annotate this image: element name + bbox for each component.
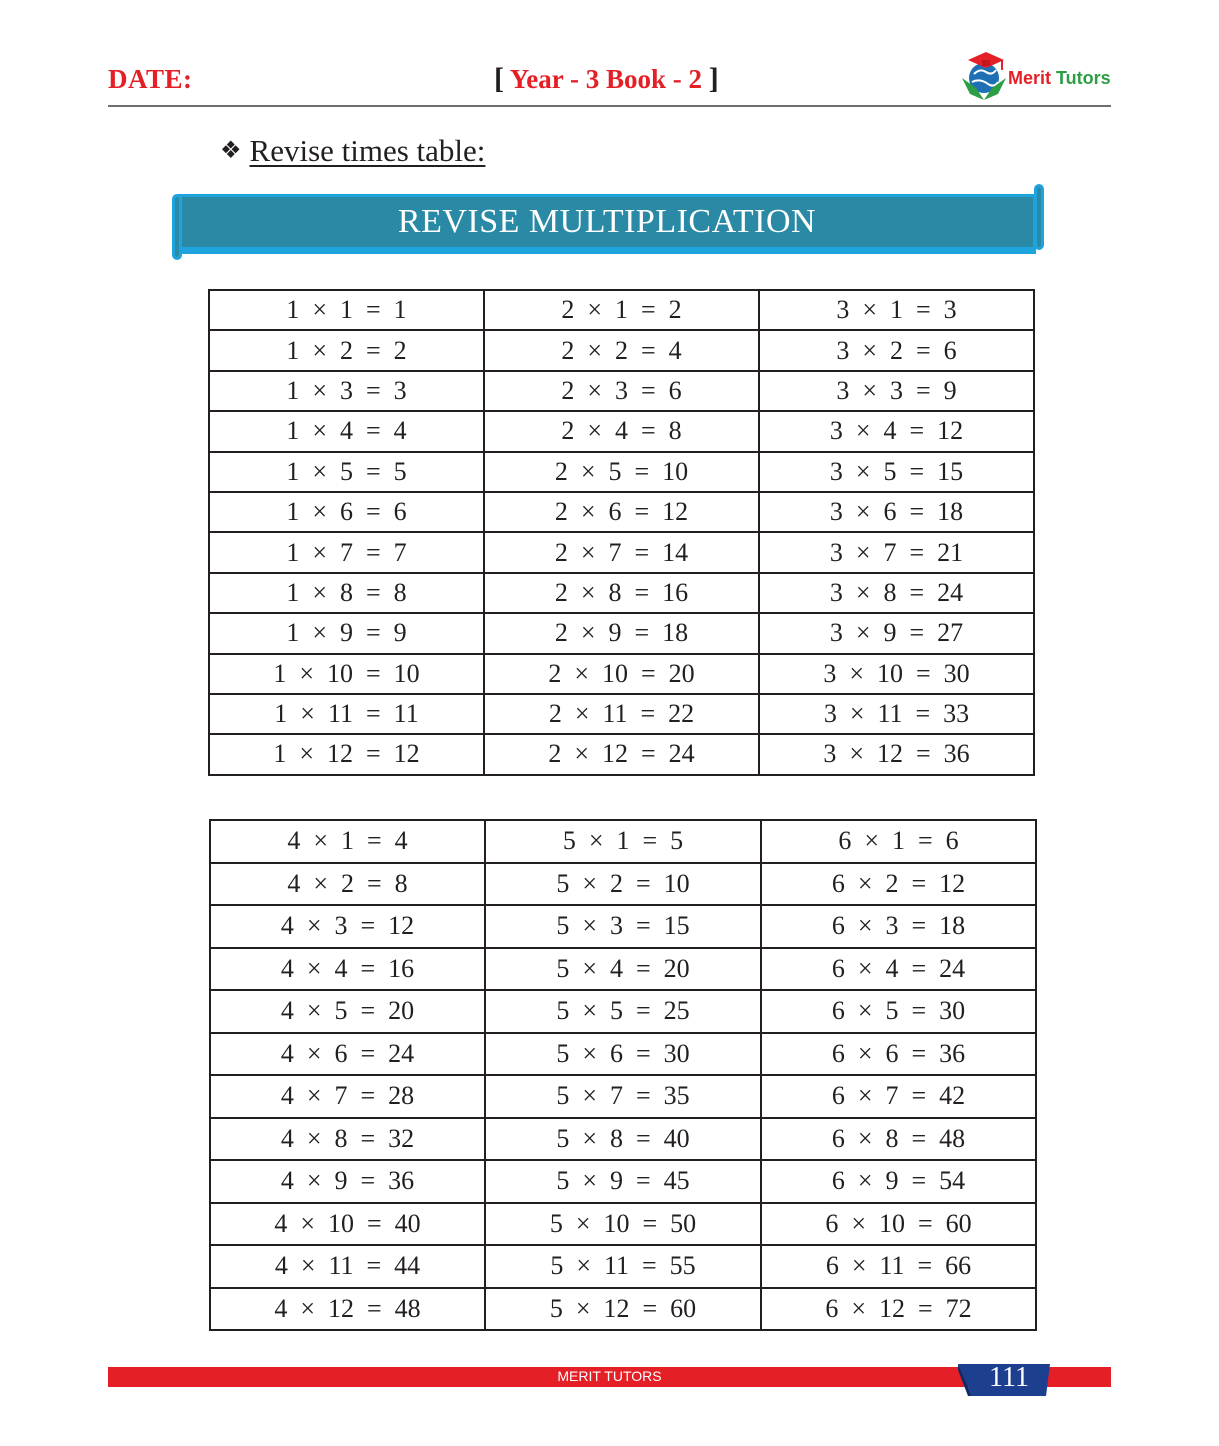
banner-body (178, 194, 1036, 250)
multiplication-fact: 5 × 7 = 35 (485, 1075, 761, 1118)
table-row (209, 694, 1034, 734)
multiplication-fact: 3 × 7 = 21 (759, 532, 1034, 572)
table-row (210, 1118, 1036, 1161)
multiplication-fact: 1 × 7 = 7 (209, 532, 484, 572)
multiplication-fact: 5 × 12 = 60 (485, 1288, 761, 1331)
multiplication-fact: 2 × 4 = 8 (484, 411, 759, 451)
table-row (209, 573, 1034, 613)
multiplication-fact: 4 × 4 = 16 (210, 948, 485, 991)
multiplication-fact: 6 × 8 = 48 (761, 1118, 1036, 1161)
multiplication-fact: 6 × 11 = 66 (761, 1245, 1036, 1288)
multiplication-fact: 6 × 7 = 42 (761, 1075, 1036, 1118)
multiplication-fact: 1 × 1 = 1 (209, 290, 484, 330)
table-row (210, 1203, 1036, 1246)
multiplication-fact: 6 × 5 = 30 (761, 990, 1036, 1033)
multiplication-fact: 4 × 10 = 40 (210, 1203, 485, 1246)
title-banner (172, 184, 1044, 264)
instruction-text: Revise times table: (249, 133, 486, 168)
page-number: 111 (989, 1362, 1029, 1393)
logo-merit: Merit (1008, 68, 1052, 88)
multiplication-fact: 1 × 5 = 5 (209, 452, 484, 492)
multiplication-fact: 1 × 8 = 8 (209, 573, 484, 613)
multiplication-fact: 1 × 12 = 12 (209, 734, 484, 774)
book-title-bracket-close: ] (708, 62, 719, 95)
multiplication-fact: 2 × 7 = 14 (484, 532, 759, 572)
book-title (494, 62, 719, 96)
multiplication-fact: 6 × 3 = 18 (761, 905, 1036, 948)
multiplication-fact: 4 × 5 = 20 (210, 990, 485, 1033)
multiplication-fact: 1 × 11 = 11 (209, 694, 484, 734)
multiplication-fact: 4 × 2 = 8 (210, 863, 485, 906)
instruction (220, 133, 485, 169)
table-row (210, 1075, 1036, 1118)
multiplication-fact: 3 × 10 = 30 (759, 654, 1034, 694)
multiplication-fact: 2 × 6 = 12 (484, 492, 759, 532)
multiplication-fact: 5 × 4 = 20 (485, 948, 761, 991)
multiplication-fact: 2 × 5 = 10 (484, 452, 759, 492)
multiplication-fact: 3 × 5 = 15 (759, 452, 1034, 492)
table-row (210, 1288, 1036, 1331)
multiplication-fact: 5 × 5 = 25 (485, 990, 761, 1033)
table-row (210, 905, 1036, 948)
table-row (209, 613, 1034, 653)
multiplication-fact: 4 × 11 = 44 (210, 1245, 485, 1288)
table-row (210, 863, 1036, 906)
table-row (210, 1033, 1036, 1076)
banner-title: REVISE MULTIPLICATION (397, 203, 817, 240)
logo-tutors: Tutors (1051, 68, 1111, 88)
multiplication-fact: 6 × 9 = 54 (761, 1160, 1036, 1203)
globe-cap-icon (956, 48, 1012, 106)
multiplication-fact: 2 × 11 = 22 (484, 694, 759, 734)
multiplication-fact: 5 × 8 = 40 (485, 1118, 761, 1161)
multiplication-fact: 5 × 10 = 50 (485, 1203, 761, 1246)
multiplication-fact: 6 × 1 = 6 (761, 820, 1036, 863)
multiplication-fact: 4 × 3 = 12 (210, 905, 485, 948)
banner-scroll-right (1034, 184, 1044, 250)
multiplication-fact: 1 × 3 = 3 (209, 371, 484, 411)
table-row (209, 290, 1034, 330)
table-row (209, 654, 1034, 694)
table-row (210, 948, 1036, 991)
multiplication-fact: 4 × 8 = 32 (210, 1118, 485, 1161)
date-label: DATE: (108, 64, 193, 94)
multiplication-fact: 1 × 4 = 4 (209, 411, 484, 451)
multiplication-fact: 2 × 1 = 2 (484, 290, 759, 330)
multiplication-fact: 4 × 7 = 28 (210, 1075, 485, 1118)
banner-edge (182, 250, 1036, 254)
multiplication-fact: 5 × 2 = 10 (485, 863, 761, 906)
multiplication-fact: 3 × 4 = 12 (759, 411, 1034, 451)
multiplication-fact: 5 × 9 = 45 (485, 1160, 761, 1203)
multiplication-fact: 2 × 3 = 6 (484, 371, 759, 411)
table-row (209, 411, 1034, 451)
multiplication-fact: 3 × 9 = 27 (759, 613, 1034, 653)
table-row (209, 492, 1034, 532)
multiplication-fact: 5 × 1 = 5 (485, 820, 761, 863)
multiplication-fact: 3 × 11 = 33 (759, 694, 1034, 734)
multiplication-fact: 6 × 10 = 60 (761, 1203, 1036, 1246)
times-table-4-to-6 (209, 819, 1037, 1331)
multiplication-fact: 1 × 6 = 6 (209, 492, 484, 532)
multiplication-fact: 2 × 2 = 4 (484, 330, 759, 370)
multiplication-fact: 2 × 12 = 24 (484, 734, 759, 774)
merit-tutors-logo (956, 48, 1116, 106)
table-row (209, 330, 1034, 370)
header-divider (108, 105, 1111, 107)
multiplication-fact: 4 × 6 = 24 (210, 1033, 485, 1076)
multiplication-fact: 6 × 6 = 36 (761, 1033, 1036, 1076)
multiplication-fact: 2 × 8 = 16 (484, 573, 759, 613)
page-header (108, 48, 1111, 106)
table-row (209, 371, 1034, 411)
table-row (210, 1245, 1036, 1288)
multiplication-fact: 3 × 12 = 36 (759, 734, 1034, 774)
table-row (210, 990, 1036, 1033)
table-row (210, 820, 1036, 863)
multiplication-fact: 3 × 3 = 9 (759, 371, 1034, 411)
multiplication-fact: 2 × 10 = 20 (484, 654, 759, 694)
logo-text (1008, 68, 1111, 89)
book-title-bracket-open: [ (494, 62, 504, 95)
times-table-1-to-3 (208, 289, 1035, 776)
multiplication-fact: 6 × 4 = 24 (761, 948, 1036, 991)
table-row (209, 734, 1034, 774)
table-row (209, 452, 1034, 492)
multiplication-fact: 1 × 10 = 10 (209, 654, 484, 694)
multiplication-fact: 2 × 9 = 18 (484, 613, 759, 653)
multiplication-fact: 4 × 1 = 4 (210, 820, 485, 863)
multiplication-fact: 5 × 3 = 15 (485, 905, 761, 948)
table-row (210, 1160, 1036, 1203)
multiplication-fact: 6 × 12 = 72 (761, 1288, 1036, 1331)
multiplication-fact: 4 × 12 = 48 (210, 1288, 485, 1331)
multiplication-fact: 3 × 2 = 6 (759, 330, 1034, 370)
multiplication-fact: 6 × 2 = 12 (761, 863, 1036, 906)
multiplication-fact: 1 × 9 = 9 (209, 613, 484, 653)
multiplication-fact: 5 × 11 = 55 (485, 1245, 761, 1288)
multiplication-fact: 3 × 8 = 24 (759, 573, 1034, 613)
book-title-text: Year - 3 Book - 2 (509, 64, 702, 94)
multiplication-fact: 1 × 2 = 2 (209, 330, 484, 370)
banner-scroll-left (172, 194, 182, 260)
multiplication-fact: 4 × 9 = 36 (210, 1160, 485, 1203)
multiplication-fact: 3 × 1 = 3 (759, 290, 1034, 330)
diamond-bullet-icon: ❖ (220, 138, 242, 164)
multiplication-fact: 5 × 6 = 30 (485, 1033, 761, 1076)
footer-brand: MERIT TUTORS (557, 1368, 662, 1384)
multiplication-fact: 3 × 6 = 18 (759, 492, 1034, 532)
table-row (209, 532, 1034, 572)
